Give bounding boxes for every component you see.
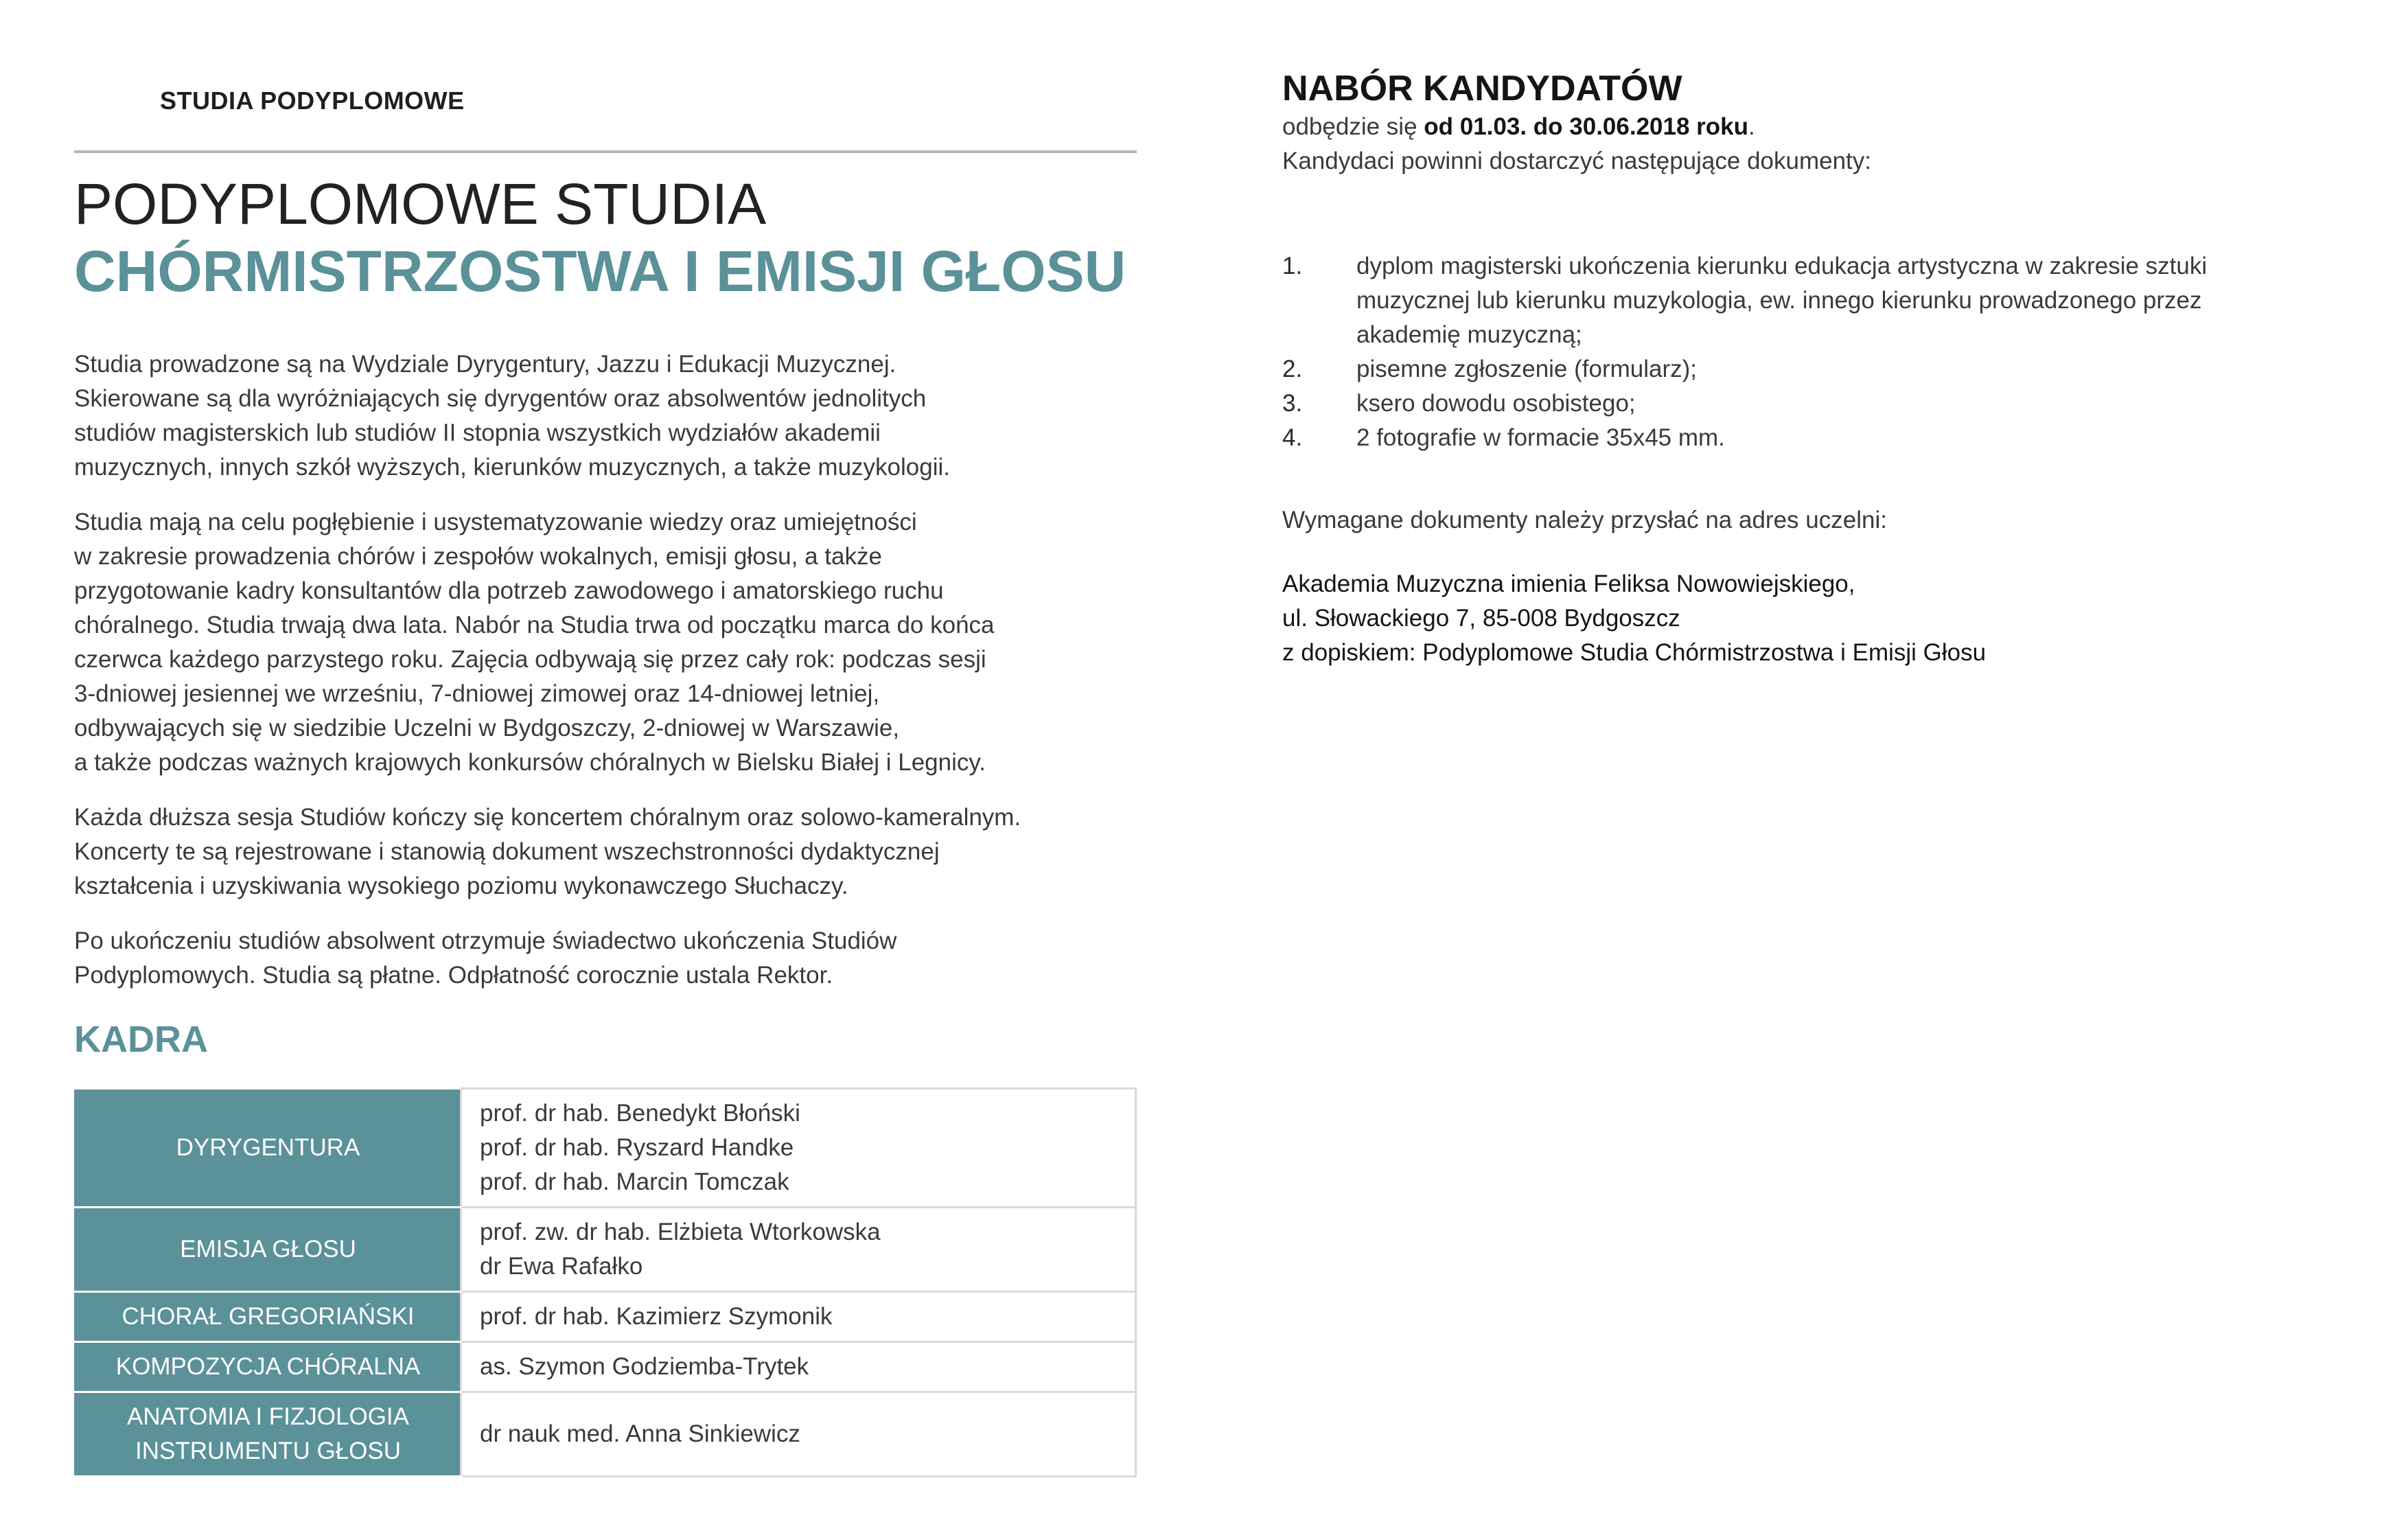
staff-cell [461,1089,1136,1208]
staff-member: dr nauk med. Anna Sinkiewicz [480,1420,800,1447]
staff-member: prof. zw. dr hab. Elżbieta Wtorkowska [480,1219,881,1245]
list-item-text: 2 fotografie w formacie 35x45 mm. [1356,424,1725,451]
staff-heading: KADRA [74,1019,208,1060]
header-divider [74,150,1137,153]
recruitment-title: NABÓR KANDYDATÓW [1282,69,1682,108]
table-row [76,1392,1136,1477]
recruitment-dates [1282,110,2353,144]
department-cell: EMISJA GŁOSU [76,1208,461,1292]
staff-member: prof. dr hab. Benedykt Błoński [480,1100,800,1127]
address-line: Akademia Muzyczna imienia Feliksa Nowowiejskiego, [1282,570,1855,597]
staff-member: dr Ewa Rafałko [480,1253,643,1280]
table-row [76,1342,1136,1392]
recruitment-dates-prefix: odbędzie się [1282,113,1424,140]
staff-cell [461,1292,1136,1342]
intro-paragraph: Po ukończeniu studiów absolwent otrzymuje świadectwo ukończenia Studiów Podyplomowych. Studia są płatne. Odpłatność corocznie ustala Rektor. [74,927,897,989]
list-item [1282,352,2243,387]
address-line: z dopiskiem: Podyplomowe Studia Chórmistrzostwa i Emisji Głosu [1282,639,1987,666]
list-item [1282,421,2243,455]
staff-member: prof. dr hab. Kazimierz Szymonik [480,1303,833,1330]
documents-intro: Kandydaci powinni dostarczyć następujące dokumenty: [1282,148,1871,174]
list-item-text: pisemne zgłoszenie (formularz); [1356,356,1698,382]
department-cell: KOMPOZYCJA CHÓRALNA [76,1342,461,1392]
list-item-text: ksero dowodu osobistego; [1356,390,1636,417]
list-item [1282,387,2243,421]
recruitment-dates-suffix: . [1748,113,1755,140]
department-cell: ANATOMIA I FIZJOLOGIA INSTRUMENTU GŁOSU [76,1392,461,1477]
section-label: STUDIA PODYPLOMOWE [160,87,465,115]
department-cell: DYRYGENTURA [76,1089,461,1208]
staff-member: prof. dr hab. Marcin Tomczak [480,1168,789,1195]
department-cell: CHORAŁ GREGORIAŃSKI [76,1292,461,1342]
list-item-number: 4. [1282,424,1303,451]
recruitment-dates-range: od 01.03. do 30.06.2018 roku [1424,113,1749,140]
list-item-number: 3. [1282,390,1303,417]
staff-cell [461,1208,1136,1292]
staff-member: prof. dr hab. Ryszard Handke [480,1134,794,1161]
staff-cell [461,1392,1136,1477]
table-row [76,1208,1136,1292]
intro-text [74,347,1145,1013]
list-item-number: 1. [1282,253,1303,279]
intro-paragraph: Studia mają na celu pogłębienie i usystematyzowanie wiedzy oraz umiejętności w zakresie prowadzenia chórów i zespołów wokalnych, emisji głosu, a także przygotowanie kadry konsultantów dla potrzeb zawodowego i amatorskiego ruchu chóralnego. Studia trwają dwa lata. Nabór na Studia trwa od początku marca do końca czerwca każdego parzystego roku. Zajęcia odbywają się przez cały rok: podczas sesji 3-dniowej jesiennej we wrześniu, 7-dniowej zimowej oraz 14-dniowej letniej, odbywających się w siedzibie Uczelni w Bydgoszczy, 2-dniowej w Warszawie, a także podczas ważnych krajowych konkursów chóralnych w Bielsku Białej i Legnicy. [74,509,995,776]
staff-member: as. Szymon Godziemba-Trytek [480,1353,809,1380]
page-title-line2: CHÓRMISTRZOSTWA I EMISJI GŁOSU [74,239,1126,303]
table-row [76,1089,1136,1208]
recruitment-section [1282,67,2353,666]
staff-table [74,1087,1137,1477]
documents-list [1282,249,2243,455]
list-item [1282,249,2243,352]
address-line: ul. Słowackiego 7, 85-008 Bydgoszcz [1282,605,1680,632]
list-item-number: 2. [1282,356,1303,382]
intro-paragraph: Każda dłuższa sesja Studiów kończy się koncertem chóralnym oraz solowo-kameralnym. Koncerty te są rejestrowane i stanowią dokument wszechstronności dydaktycznej kształcenia i uzyskiwania wysokiego poziomu wykonawczego Słuchaczy. [74,804,1021,899]
page-title [74,170,1126,305]
table-row [76,1292,1136,1342]
postal-address [1282,567,1986,670]
page-title-line1: PODYPLOMOWE STUDIA [74,172,767,236]
intro-paragraph: Studia prowadzone są na Wydziale Dyrygentury, Jazzu i Edukacji Muzycznej. Skierowane są dla wyróżniających się dyrygentów oraz absolwentów jednolitych studiów magisterskich lub studiów II stopnia wszystkich wydziałów akademii muzycznych, innych szkół wyższych, kierunków muzycznych, a także muzykologii. [74,351,950,481]
send-instructions: Wymagane dokumenty należy przysłać na adres uczelni: [1282,507,1887,533]
staff-cell [461,1342,1136,1392]
list-item-text: dyplom magisterski ukończenia kierunku edukacja artystyczna w zakresie sztuki muzycznej lub kierunku muzykologia, ew. innego kierunku prowadzonego przez akademię muzyczną; [1356,253,2208,348]
